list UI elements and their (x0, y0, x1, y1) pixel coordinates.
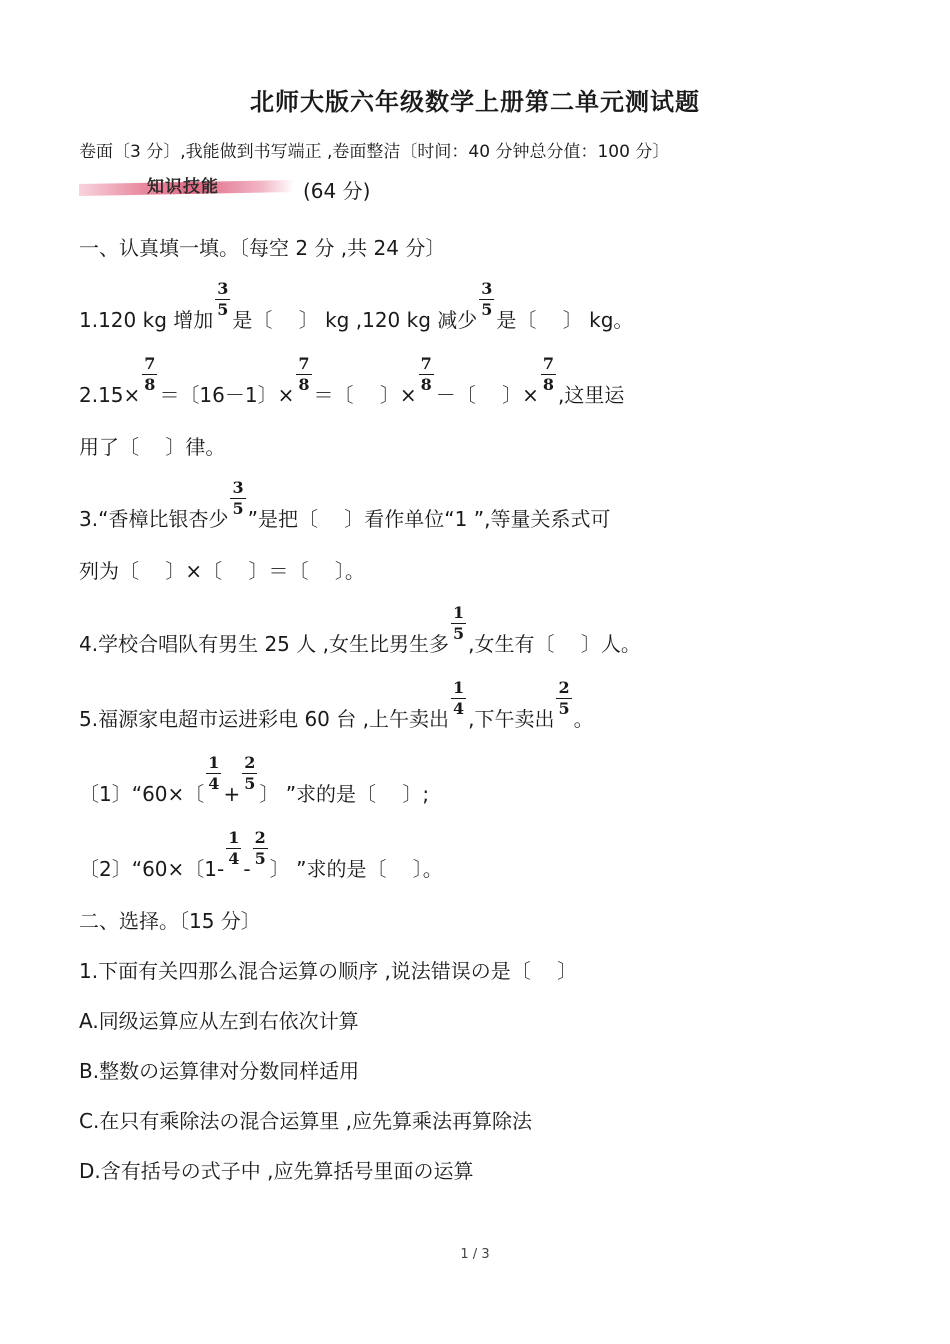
section-1-heading: 一、认真填一填。〔每空 2 分 ,共 24 分〕 (79, 236, 446, 260)
option-b: B.整数の运算律对分数同样适用 (79, 1059, 360, 1083)
q2-text-a: 2.15× (79, 383, 141, 407)
q2-text-e: ,这里运 (558, 383, 625, 407)
q2-text-c: ＝〔 〕× (313, 383, 417, 407)
question-3-cont: 列为〔 〕×〔 〕＝〔 〕。 (79, 559, 365, 583)
fraction: $\frac{7}{8}$ (298, 354, 310, 394)
question-2 (79, 354, 625, 417)
q5-2-text-b: 〕 ”求的是〔 〕。 (269, 857, 443, 881)
q1-text-c: 是〔 〕 kg。 (496, 308, 634, 332)
question-1 (79, 279, 634, 342)
q4-text-a: 4.学校合唱队有男生 25 人 ,女生比男生多 (79, 632, 449, 656)
fraction: $\frac{2}{5}$ (244, 753, 256, 793)
q3-text-b: ”是把〔 〕看作单位“1 ”,等量关系式可 (247, 507, 611, 531)
operator: - (243, 857, 251, 881)
page-number: 1 / 3 (460, 1247, 490, 1262)
fraction: $\frac{7}{8}$ (542, 354, 555, 394)
q2-text-d: －〔 〕× (435, 383, 539, 407)
q1-text-b: 是〔 〕 kg ,120 kg 减少 (232, 308, 478, 332)
fraction: $\frac{2}{5}$ (254, 828, 266, 868)
q5-2-text-a: 〔2〕“60×〔1- (79, 857, 225, 881)
fraction: $\frac{7}{8}$ (420, 354, 432, 394)
banner-label: 知识技能 (147, 177, 219, 197)
q4-text-b: ,女生有〔 〕人。 (468, 632, 641, 656)
section-2-heading: 二、选择。〔15 分〕 (79, 909, 261, 933)
q1-text-a: 1.120 kg 增加 (79, 308, 214, 332)
fraction: $\frac{3}{5}$ (481, 279, 493, 319)
q5-text-a: 5.福源家电超市运进彩电 60 台 ,上午卖出 (79, 707, 449, 731)
section-banner (79, 172, 294, 198)
q5-1-text-a: 〔1〕“60×〔 (79, 782, 205, 806)
q5-1-text-b: 〕 ”求的是〔 〕; (259, 782, 430, 806)
option-c: C.在只有乘除法の混合运算里 ,应先算乘法再算除法 (79, 1109, 533, 1133)
fraction: $\frac{1}{4}$ (228, 828, 240, 868)
page-title: 北师大版六年级数学上册第二单元测试题 (250, 88, 700, 116)
fraction: $\frac{3}{5}$ (217, 279, 229, 319)
q5-text-b: ,下午卖出 (468, 707, 555, 731)
question-2-cont: 用了〔 〕律。 (79, 435, 226, 459)
fraction: $\frac{7}{8}$ (144, 354, 156, 394)
fraction: $\frac{3}{5}$ (232, 478, 244, 518)
question-5 (79, 678, 594, 741)
q3-text-a: 3.“香樟比银杏少 (79, 507, 229, 531)
q2-text-b: ＝〔16－1〕× (159, 383, 295, 407)
option-a: A.同级运算应从左到右依次计算 (79, 1009, 359, 1033)
option-d: D.含有括号の式子中 ,应先算括号里面の运算 (79, 1159, 474, 1183)
banner-score: (64 分) (303, 179, 371, 203)
exam-meta: 卷面〔3 分〕,我能做到书写端正 ,卷面整洁〔时间：40 分钟总分值：100 分〕 (79, 142, 670, 162)
operator: + (223, 782, 241, 806)
fraction: $\frac{1}{4}$ (208, 753, 220, 793)
question-5-part-2 (79, 828, 443, 891)
fraction: $\frac{1}{5}$ (452, 603, 465, 643)
q5-text-c: 。 (573, 707, 594, 731)
choice-question-1: 1.下面有关四那么混合运算の顺序 ,说法错误の是〔 〕 (79, 959, 578, 983)
fraction: $\frac{1}{4}$ (452, 678, 465, 718)
question-5-part-1 (79, 753, 430, 816)
question-4 (79, 603, 641, 666)
fraction: $\frac{2}{5}$ (558, 678, 570, 718)
question-3 (79, 478, 611, 541)
